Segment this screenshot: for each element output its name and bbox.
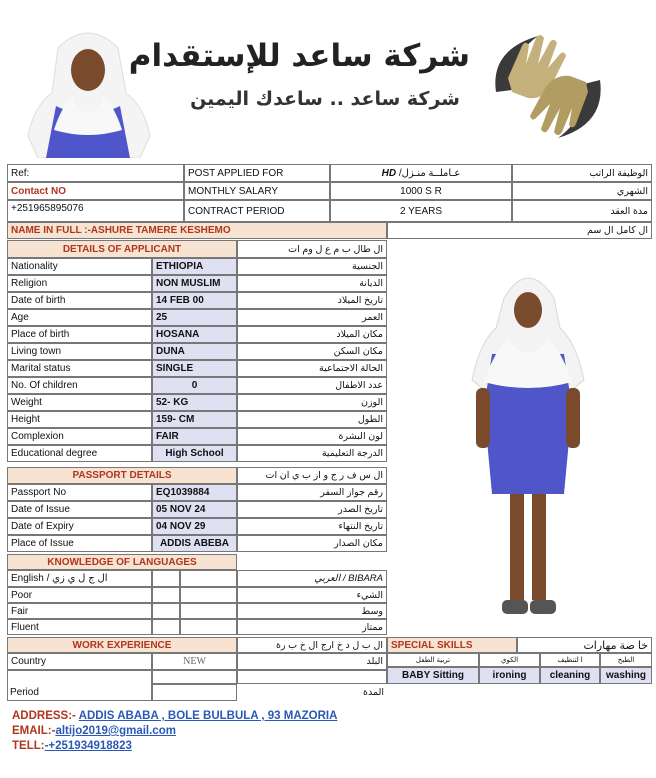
full-name-cell (7, 222, 387, 239)
applicant-label: Educational degree (11, 448, 98, 459)
skills-heading (387, 637, 517, 653)
skill-label-cell (479, 667, 540, 684)
salary-label-cell (184, 182, 330, 200)
period-label-ar: المدة (363, 687, 384, 698)
contract-label-ar-cell (512, 200, 652, 222)
applicant-label-cell (7, 258, 152, 275)
company-slogan-ar: شركة ساعد .. ساعدك اليمين (190, 88, 460, 110)
skill-label-ar-cell (387, 653, 479, 667)
passport-label-ar: تاريخ النتهاء (338, 521, 383, 532)
applicant-label: Nationality (11, 261, 58, 272)
applicant-value-cell (152, 377, 237, 394)
skill-label-cell (600, 667, 652, 684)
language-mark-cell (180, 603, 237, 619)
full-name-label-ar: ال كامل ال سم (587, 225, 648, 236)
applicant-label-cell (7, 360, 152, 377)
applicant-value-cell (152, 275, 237, 292)
country-label-ar: البلد (366, 656, 383, 667)
language-level-cell (7, 603, 152, 619)
applicant-value-cell (152, 258, 237, 275)
applicant-label-ar: تاريخ الميلاد (337, 295, 383, 306)
passport-heading-text: PASSPORT DETAILS (72, 470, 172, 481)
applicant-label-ar-cell (237, 377, 387, 394)
applicant-label-ar-cell (237, 258, 387, 275)
applicant-label-ar-cell (237, 411, 387, 428)
company-name-ar: شركة ساعد للإستقدام (128, 38, 470, 74)
arabic-label: BIBARA / العربي (314, 573, 383, 584)
applicant-label-ar: الحالة الاجتماعية (319, 363, 383, 374)
applicant-label-cell (7, 445, 152, 462)
work-heading-ar-text: ال ب ل د خ ارج ال خ ب رة (275, 639, 383, 651)
applicant-label-ar: العمر (362, 312, 383, 323)
country-value: NEW (183, 656, 206, 667)
applicant-label-ar: مكان السكن (333, 346, 383, 357)
full-name-label-ar-cell (387, 222, 652, 239)
applicant-label-ar-cell (237, 428, 387, 445)
applicant-value: High School (165, 448, 224, 459)
passport-value-cell (152, 535, 237, 552)
lang-mark-cell (152, 570, 180, 587)
applicant-value-cell (152, 360, 237, 377)
passport-label-cell (7, 518, 152, 535)
passport-label-cell (7, 535, 152, 552)
language-level-ar: ممتاز (362, 621, 383, 633)
applicant-value-cell (152, 343, 237, 360)
applicant-label: Place of birth (11, 329, 70, 340)
contract-label-ar: مدة العقد (610, 205, 648, 217)
applicant-label-ar: الطول (357, 414, 383, 425)
passport-label: Passport No (11, 487, 67, 498)
arabic-label-cell (237, 570, 387, 587)
applicant-label-ar: الوزن (360, 397, 383, 408)
post-value-ar: عـاملــة منـزل/ (398, 167, 461, 179)
applicant-label-ar: الجنسية (352, 261, 383, 272)
applicant-label: Living town (11, 346, 62, 357)
company-logo-hands-icon (478, 28, 618, 146)
skills-heading-text: SPECIAL SKILLS (391, 639, 473, 651)
passport-value-cell (152, 484, 237, 501)
applicant-value: HOSANA (156, 329, 200, 340)
applicant-label-ar: لون البشرة (338, 431, 383, 442)
passport-value: ADDIS ABEBA (159, 538, 230, 549)
applicant-value-cell (152, 292, 237, 309)
applicant-label-ar-cell (237, 343, 387, 360)
applicant-value: NON MUSLIM (156, 278, 221, 289)
applicant-value-cell (152, 428, 237, 445)
country-value-cell (152, 653, 237, 670)
tel-label: TELL: (12, 740, 45, 752)
work-heading-text: WORK EXPERIENCE (72, 639, 172, 651)
applicant-value: 25 (156, 312, 168, 323)
contract-value: 2 YEARS (399, 205, 443, 217)
salary-label-ar: الشهري (616, 185, 648, 197)
skills-heading-ar-text: خا صة مهارات (583, 639, 648, 652)
salary-value-cell (330, 182, 512, 200)
passport-label-ar: مكان الصدار (334, 538, 383, 549)
passport-value-cell (152, 501, 237, 518)
passport-label: Date of Issue (11, 504, 70, 515)
applicant-label-ar: مكان الميلاد (336, 329, 383, 340)
applicant-label: Marital status (11, 363, 71, 374)
applicant-value-cell (152, 445, 237, 462)
applicant-label-cell (7, 343, 152, 360)
skill-label-ar: ا لتنظيف (557, 657, 583, 664)
period-value-cell (152, 670, 237, 684)
applicant-value: 0 (191, 380, 198, 391)
passport-label: Date of Expiry (11, 521, 74, 532)
applicant-label-ar-cell (237, 394, 387, 411)
language-mark-cell (152, 587, 180, 603)
passport-label-ar-cell (237, 535, 387, 552)
language-mark-cell (152, 603, 180, 619)
footer-address (12, 710, 337, 722)
applicant-label: Religion (11, 278, 48, 289)
applicant-value: DUNA (156, 346, 185, 357)
applicant-label-ar: الديانة (359, 278, 383, 289)
passport-label-ar-cell (237, 501, 387, 518)
skill-label-cell (540, 667, 600, 684)
applicant-label-cell (7, 377, 152, 394)
skill-label-ar-cell (540, 653, 600, 667)
skill-label: cleaning (549, 670, 591, 681)
applicant-heading-ar (237, 240, 387, 258)
applicant-value: 14 FEB 00 (156, 295, 204, 306)
languages-heading (7, 554, 237, 570)
post-label-cell (184, 164, 330, 182)
applicant-value-cell (152, 326, 237, 343)
period-label-cell (7, 684, 152, 701)
skill-label-ar: الكوي (500, 657, 519, 664)
applicant-value: 159- CM (156, 414, 195, 425)
contract-label-cell (184, 200, 330, 222)
applicant-value: FAIR (156, 431, 179, 442)
passport-value: EQ1039884 (156, 487, 210, 498)
country-label-ar-cell (237, 653, 387, 670)
skill-label-ar: الطبخ (617, 657, 635, 664)
contact-number-cell (7, 200, 184, 222)
email-link[interactable]: altijo2019@gmail.com (55, 725, 176, 737)
applicant-label-ar-cell (237, 360, 387, 377)
applicant-value-cell (152, 411, 237, 428)
language-level-ar-cell (237, 619, 387, 635)
period-label: Period (10, 687, 39, 698)
post-value-cell (330, 164, 512, 182)
applicant-label: Complexion (11, 431, 64, 442)
skill-label-ar-cell (600, 653, 652, 667)
full-name: NAME IN FULL :-ASHURE TAMERE KESHEMO (11, 225, 231, 236)
languages-heading-text: KNOWLEDGE OF LANGUAGES (47, 556, 197, 568)
applicant-label-ar: الدرجة التعليمية (321, 448, 383, 459)
passport-label-ar-cell (237, 518, 387, 535)
passport-heading (7, 467, 237, 484)
post-value-en: HD (381, 167, 397, 179)
applicant-heading (7, 240, 237, 258)
skill-label: BABY Sitting (401, 670, 465, 681)
salary-label-ar-cell (512, 182, 652, 200)
skill-label-ar: تربية الطفل (415, 657, 451, 664)
passport-label-ar: رقم جواز السفر (320, 487, 383, 498)
applicant-value: ETHIOPIA (156, 261, 204, 272)
passport-value: 05 NOV 24 (156, 504, 206, 515)
applicant-value-cell (152, 394, 237, 411)
applicant-label-ar-cell (237, 445, 387, 462)
applicant-value-cell (152, 309, 237, 326)
applicant-heading-text: DETAILS OF APPLICANT (62, 243, 182, 255)
footer-phone (12, 740, 132, 752)
passport-heading-ar (237, 467, 387, 484)
skill-label: washing (605, 670, 646, 681)
email-label: EMAIL:- (12, 725, 56, 737)
period-label-ar-cell (237, 684, 387, 701)
english-label-cell (7, 570, 152, 587)
work-heading (7, 637, 237, 653)
post-label-ar-cell (512, 164, 652, 182)
country-label: Country (11, 656, 47, 667)
passport-value: 04 NOV 29 (156, 521, 206, 532)
period-ar-spacer-cell (237, 670, 387, 684)
applicant-label-ar-cell (237, 326, 387, 343)
languages-heading-blank (237, 554, 387, 570)
passport-label-cell (7, 484, 152, 501)
ref-label: Ref: (11, 167, 30, 179)
skills-heading-ar (517, 637, 652, 653)
applicant-label-cell (7, 411, 152, 428)
applicant-label: Date of birth (11, 295, 66, 306)
applicant-label-cell (7, 428, 152, 445)
period-value-cell (152, 684, 237, 701)
skill-label-ar-cell (479, 653, 540, 667)
passport-label-cell (7, 501, 152, 518)
language-level-cell (7, 587, 152, 603)
tel-link[interactable]: -+251934918823 (44, 740, 132, 752)
ref-cell (7, 164, 184, 182)
address-link[interactable]: ADDIS ABABA , BOLE BULBULA , 93 MAZORIA (78, 710, 338, 722)
applicant-label: No. Of children (11, 380, 78, 391)
skill-label-cell (387, 667, 479, 684)
footer-email (12, 725, 176, 737)
applicant-value: SINGLE (156, 363, 194, 374)
language-mark-cell (180, 587, 237, 603)
applicant-label-ar-cell (237, 292, 387, 309)
post-label: POST APPLIED FOR (188, 167, 284, 179)
work-heading-ar (237, 637, 387, 653)
contract-value-cell (330, 200, 512, 222)
skill-label: ironing (492, 670, 527, 681)
contact-number: +251965895076 (11, 203, 84, 214)
passport-value-cell (152, 518, 237, 535)
passport-heading-ar-text: ال س ف ر ج و از ب ي ان ات (265, 470, 383, 481)
passport-label-ar-cell (237, 484, 387, 501)
language-level: Fair (11, 605, 29, 617)
salary-value: 1000 S R (400, 185, 442, 197)
applicant-value: 52- KG (156, 397, 189, 408)
applicant-label-cell (7, 275, 152, 292)
applicant-photo-full (468, 258, 588, 630)
applicant-label-ar: عدد الاطفال (335, 380, 383, 391)
applicant-label: Height (11, 414, 40, 425)
english-label: English / ال ج ل ي زي (11, 573, 108, 584)
applicant-label-ar-cell (237, 275, 387, 292)
language-level-cell (7, 619, 152, 635)
passport-label-ar: تاريخ الصدر (338, 504, 383, 515)
applicant-label-cell (7, 309, 152, 326)
passport-label: Place of Issue (11, 538, 74, 549)
language-level: Fluent (11, 621, 39, 633)
applicant-label: Age (11, 312, 29, 323)
applicant-heading-ar-text: ال طال ب م ع ل وم ات (288, 243, 383, 255)
applicant-label: Weight (11, 397, 42, 408)
language-level-ar: وسط (361, 605, 383, 617)
address-label: ADDRESS:- (12, 710, 76, 722)
contact-label-cell (7, 182, 184, 200)
applicant-label-cell (7, 326, 152, 343)
lang-mark-cell (180, 570, 237, 587)
language-level: Poor (11, 589, 33, 601)
applicant-label-cell (7, 394, 152, 411)
applicant-label-ar-cell (237, 309, 387, 326)
language-level-ar: الشيء (356, 589, 383, 601)
post-label-ar: الوظيفة الراتب (589, 167, 648, 179)
language-mark-cell (180, 619, 237, 635)
contact-label: Contact NO (11, 185, 66, 197)
language-mark-cell (152, 619, 180, 635)
country-label-cell (7, 653, 152, 670)
language-level-ar-cell (237, 587, 387, 603)
contract-label: CONTRACT PERIOD (188, 205, 285, 217)
salary-label: MONTHLY SALARY (188, 185, 279, 197)
language-level-ar-cell (237, 603, 387, 619)
applicant-label-cell (7, 292, 152, 309)
